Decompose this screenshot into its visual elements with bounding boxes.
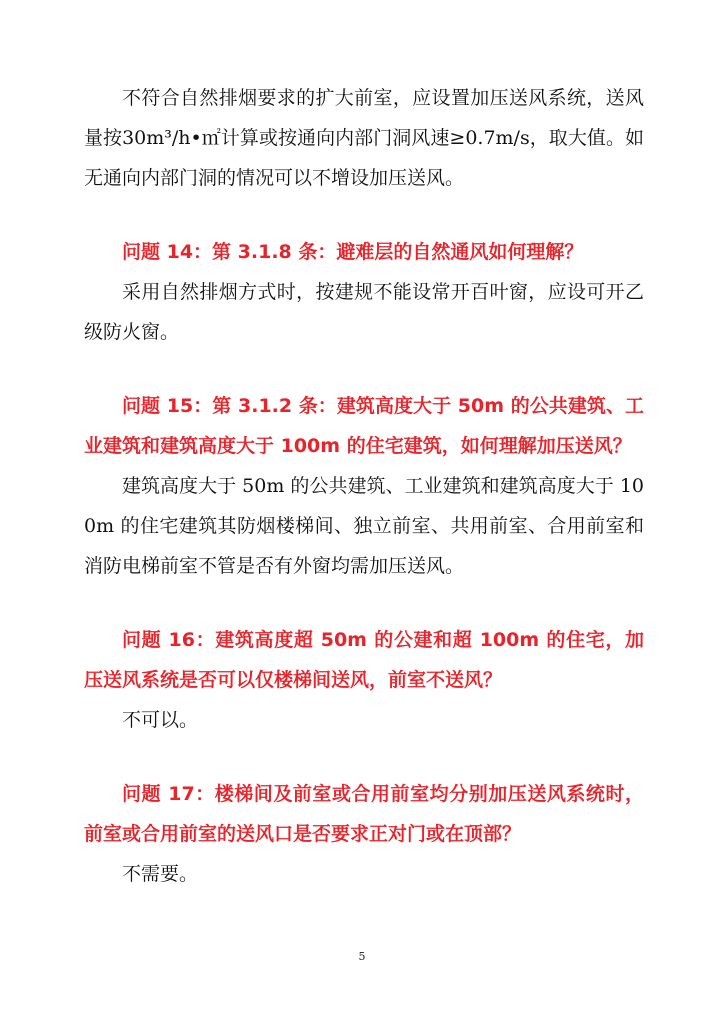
page-number: 5: [358, 950, 366, 963]
answer-paragraph-smoke-vestibule: 不符合自然排烟要求的扩大前室，应设置加压送风系统，送风量按30m³/h•㎡计算或按通向内部门洞风速≥0.7m/s，取大值。如无通向内部门洞的情况可以不增设加压送风。: [84, 87, 644, 189]
question-17-heading: 问题 17：楼梯间及前室或合用前室均分别加压送风系统时，前室或合用前室的送风口是否要求正对门或在顶部？: [84, 783, 644, 845]
question-15-heading: 问题 15：第 3.1.2 条：建筑高度大于 50m 的公共建筑、工业建筑和建筑高度大于 100m 的住宅建筑，如何理解加压送风？: [84, 395, 644, 457]
answer-14-paragraph: 采用自然排烟方式时，按建规不能设常开百叶窗，应设可开乙级防火窗。: [84, 281, 644, 343]
answer-16-paragraph: 不可以。: [122, 709, 199, 731]
question-16-heading: 问题 16：建筑高度超 50m 的公建和超 100m 的住宅，加压送风系统是否可以仅楼梯间送风，前室不送风？: [84, 629, 644, 691]
answer-15-paragraph: 建筑高度大于 50m 的公共建筑、工业建筑和建筑高度大于 100m 的住宅建筑其防烟楼梯间、独立前室、共用前室、合用前室和消防电梯前室不管是否有外窗均需加压送风。: [84, 475, 644, 577]
answer-17-paragraph: 不需要。: [122, 863, 199, 885]
question-14-heading: 问题 14：第 3.1.8 条：避难层的自然通风如何理解？: [122, 241, 584, 263]
document-body: [84, 78, 644, 894]
